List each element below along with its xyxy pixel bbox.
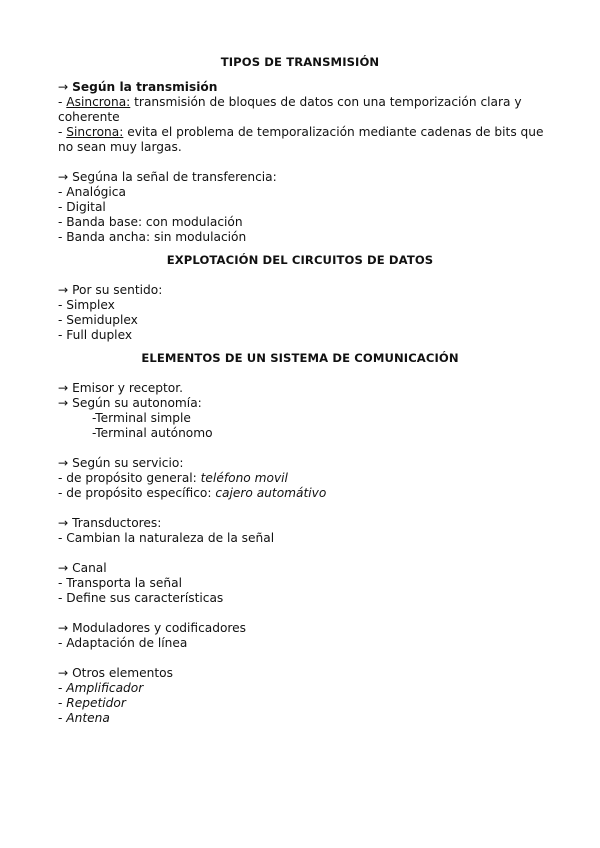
sincrona-term: Sincrona: (66, 125, 124, 139)
list-item: - Antena (58, 711, 110, 725)
subheading-text: Según la transmisión (72, 80, 218, 94)
section-title-elementos: ELEMENTOS DE UN SISTEMA DE COMUNICACIÓN (141, 351, 459, 365)
list-item: - Semiduplex (58, 313, 138, 327)
dash: - (58, 125, 67, 139)
subheading-servicio: → Según su servicio: (58, 456, 184, 470)
subheading-segun-transmision (58, 80, 548, 95)
list-item: -Terminal autónomo (92, 426, 213, 440)
otros-item-text: Antena (66, 711, 110, 725)
list-item-especifico (58, 486, 548, 501)
sincrona-desc: evita el problema de temporalización mediante cadenas de bits que no sean muy largas. (58, 125, 544, 154)
asincrona-desc: transmisión de bloques de datos con una temporización clara y coherente (58, 95, 522, 124)
list-item: - Adaptación de línea (58, 636, 188, 650)
list-item: - Simplex (58, 298, 115, 312)
list-item: - Cambian la naturaleza de la señal (58, 531, 275, 545)
list-item: - Full duplex (58, 328, 133, 342)
subheading-text: Segúna la señal de transferencia: (68, 170, 277, 184)
subheading-transductores: → Transductores: (58, 516, 162, 530)
subheading-moduladores: → Moduladores y codificadores (58, 621, 247, 635)
asincrona-item (58, 95, 548, 125)
list-item: - Transporta la señal (58, 576, 182, 590)
subheading-senal-transferencia (58, 170, 548, 185)
subheading-autonomia: → Según su autonomía: (58, 396, 202, 410)
especifico-example: cajero automátivo (215, 486, 327, 500)
general-example: teléfono movil (200, 471, 288, 485)
arrow: → (58, 80, 69, 94)
list-item: - Analógica (58, 185, 126, 199)
subheading-canal: → Canal (58, 561, 107, 575)
document-content (58, 55, 548, 726)
subheading-por-su-sentido: → Por su sentido: (58, 283, 163, 297)
arrow: → (58, 170, 69, 184)
list-item: -Terminal simple (92, 411, 191, 425)
list-item: - Banda ancha: sin modulación (58, 230, 247, 244)
list-item: - Repetidor (58, 696, 126, 710)
especifico-label: - de propósito específico: (58, 486, 216, 500)
otros-item-text: Repetidor (66, 696, 126, 710)
dash: - (58, 95, 67, 109)
emisor-receptor: → Emisor y receptor. (58, 381, 183, 395)
sincrona-item (58, 125, 548, 155)
list-item: - Define sus características (58, 591, 224, 605)
list-item: - Amplificador (58, 681, 144, 695)
section-title-explotacion: EXPLOTACIÓN DEL CIRCUITOS DE DATOS (166, 253, 434, 267)
otros-item-text: Amplificador (66, 681, 144, 695)
asincrona-term: Asincrona: (66, 95, 131, 109)
list-item-general (58, 471, 548, 486)
list-item: - Banda base: con modulación (58, 215, 243, 229)
section-title-tipos-transmision: TIPOS DE TRANSMISIÓN (220, 55, 380, 69)
subheading-otros: → Otros elementos (58, 666, 173, 680)
list-item: - Digital (58, 200, 106, 214)
general-label: - de propósito general: (58, 471, 201, 485)
